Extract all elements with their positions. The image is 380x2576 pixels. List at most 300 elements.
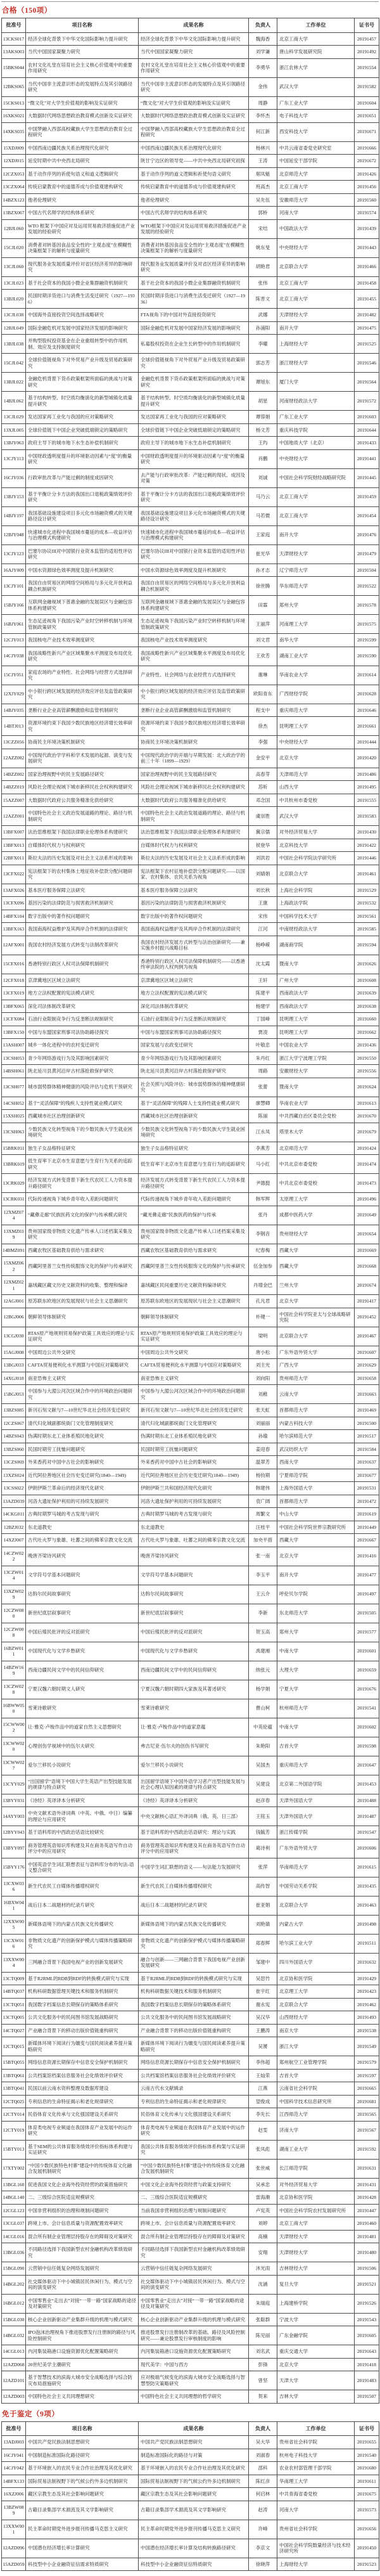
cell-result-name: 中国周边公共外交研究 bbox=[139, 1346, 249, 1359]
cell-project-name: 南亚恐怖主义研究 bbox=[26, 1372, 139, 1385]
cell-result-name: 基于社会资本的我国小微企业集群融资机制研究 bbox=[139, 276, 249, 290]
cell-certificate-no: 20191637 bbox=[355, 1456, 379, 1469]
cell-approval-no: 13BFX013 bbox=[2, 839, 26, 852]
cell-certificate-no: 20191521 bbox=[355, 2275, 379, 2294]
cell-approval-no: 13BFX150 bbox=[2, 1026, 26, 1039]
cell-leader: 杨建学 bbox=[249, 1000, 277, 1013]
table-row bbox=[2, 276, 379, 290]
cell-certificate-no: 20191417 bbox=[355, 1295, 379, 1308]
cell-result-name: 民国时期洋货进口与消费生活变迁研究（1927—1936） bbox=[139, 290, 249, 309]
table-row bbox=[2, 2345, 379, 2359]
cell-project-name: 民国时期劳工抚恤问题研究 bbox=[26, 1443, 139, 1456]
cell-project-name: 基于社会资本的我国小微企业集群融资机制研究 bbox=[26, 276, 139, 290]
cell-result-name: 科技型中小企业融资征信特质研究 bbox=[139, 2558, 249, 2571]
cell-project-name: 新刊石刻文献与7—10世纪华北社会经济变迁研究 bbox=[26, 1404, 139, 1417]
cell-certificate-no: 20191564 bbox=[355, 373, 379, 392]
table-row bbox=[2, 577, 379, 596]
table-row bbox=[2, 1877, 379, 1896]
table-row bbox=[2, 1097, 379, 1110]
cell-work-unit: 吉林财经大学 bbox=[277, 2262, 355, 2276]
cell-approval-no: 13CRK029 bbox=[2, 1174, 26, 1193]
cell-result-name: 快速城市化进程中我国城市蔓延的成本—收益评估与治理模式构建研究 bbox=[139, 525, 249, 544]
cell-result-name: 中国特色社会主义政治发展道路的理论、路径与机制研究 bbox=[139, 807, 249, 826]
cell-work-unit: 北京工商大学 bbox=[277, 276, 355, 290]
cell-result-name: 制造标准国际化的路径与对策 bbox=[139, 2449, 249, 2462]
cell-approval-no: 13BZS085 bbox=[2, 1404, 26, 1417]
table-row bbox=[2, 564, 379, 577]
cell-work-unit: 浙江农林大学 bbox=[277, 58, 355, 77]
cell-work-unit: 河南大学 bbox=[277, 2501, 355, 2520]
cell-result-name: 河洛大遗址保护利用的可持续发展研究 bbox=[139, 1495, 249, 1508]
table-row bbox=[2, 1985, 379, 1999]
table-row bbox=[2, 219, 379, 238]
cell-certificate-no: 20191443 bbox=[355, 238, 379, 257]
table-row bbox=[2, 1775, 379, 1794]
cell-certificate-no: 20191517 bbox=[355, 1430, 379, 1443]
cell-work-unit: 电子科技大学 bbox=[277, 110, 355, 123]
cell-work-unit: 北京工商大学 bbox=[277, 506, 355, 525]
cell-leader: 张凤彪 bbox=[249, 2140, 277, 2159]
cell-leader: 马小红 bbox=[249, 1155, 277, 1174]
cell-approval-no: 16XKS021 bbox=[2, 110, 26, 123]
cell-leader: 崔光华 bbox=[249, 544, 277, 564]
cell-approval-no: 12AZD096 bbox=[2, 2539, 26, 2558]
cell-project-name: 中国现代政治学学科和学术发展的起源、演变与发展研究 bbox=[26, 749, 139, 768]
cell-leader: 魏海香 bbox=[249, 32, 277, 46]
cell-result-name: 当代中国非主流意识形态的发展特点及其引领路径研究 bbox=[139, 77, 249, 96]
cell-result-name: 西藏城市社区治理创新研究 bbox=[139, 1110, 249, 1123]
table-row bbox=[2, 1078, 379, 1097]
cell-leader: 姜迎春 bbox=[249, 1443, 277, 1456]
cell-work-unit: 华南理工大学 bbox=[277, 2475, 355, 2488]
cell-work-unit: 贵州财经大学 bbox=[277, 1225, 355, 1244]
cell-project-name: 他者伦理研究 bbox=[26, 193, 139, 207]
cell-work-unit: 北京联合大学 bbox=[277, 1896, 355, 1915]
cell-certificate-no: 20191474 bbox=[355, 1155, 379, 1174]
cell-leader: 王丽萍 bbox=[249, 615, 277, 634]
cell-certificate-no: 20191416 bbox=[355, 1547, 379, 1566]
cell-approval-no: 13XXW004 bbox=[2, 1953, 26, 1972]
table-row bbox=[2, 1839, 379, 1858]
cell-approval-no: 13CJY123 bbox=[2, 544, 26, 564]
cell-leader: 纳张元 bbox=[249, 1661, 277, 1680]
cell-leader: 朱艳阳 bbox=[249, 1737, 277, 1756]
cell-result-name: 基因污染的法律防范与损害救济机制研究 bbox=[139, 897, 249, 910]
cell-project-name: 政府主导下的城市地下水生态补偿机制研究 bbox=[26, 437, 139, 450]
cell-project-name: 大数据时代政府公共服务精准化供给研究 bbox=[26, 794, 139, 807]
cell-certificate-no: 20191456 bbox=[355, 181, 379, 194]
cell-project-name: 晚唐齐梁诗风研究 bbox=[26, 1547, 139, 1566]
cell-leader: 张一南 bbox=[249, 1547, 277, 1566]
cell-approval-no: 14CGL013 bbox=[2, 2345, 26, 2359]
cell-project-name: 中国非营利组织的治理和规制问题研究 bbox=[26, 2204, 139, 2217]
cell-approval-no: 14AYY003 bbox=[2, 1807, 26, 1826]
cell-result-name: 私募股权投资在企业生长转型中的作用机制研究 bbox=[139, 335, 249, 354]
cell-work-unit: 太原理工大学 bbox=[277, 1193, 355, 1206]
cell-project-name: 基于环境嵌入的农民专业合作社治理及其优化研究 bbox=[26, 2462, 139, 2475]
cell-result-name: 民国时期劳工抚恤问题研究 bbox=[139, 1443, 249, 1456]
cell-certificate-no: 20191579 bbox=[355, 2056, 379, 2070]
cell-leader: 刘诚 bbox=[249, 468, 277, 487]
cell-certificate-no: 20191445 bbox=[355, 468, 379, 487]
cell-leader: 刘学谦 bbox=[249, 46, 277, 59]
cell-leader: 韩军辉 bbox=[249, 1193, 277, 1206]
cell-leader: 王铭玉 bbox=[249, 1807, 277, 1826]
cell-approval-no: 14CSH052 bbox=[2, 1097, 26, 1110]
cell-certificate-no: 20191574 bbox=[355, 207, 379, 220]
cell-result-name: 中小银行跨区域发展的经济效应评估及监管政策研究 bbox=[139, 685, 249, 704]
cell-work-unit: 郑州航空工业管理学院 bbox=[277, 2056, 355, 2070]
cell-result-name: 中国财政透明度提升的环境驱动因素与“度”的衡量研究 bbox=[139, 449, 249, 468]
cell-result-name: 东北道教史 bbox=[139, 1521, 249, 1534]
cell-result-name: 产业特性、社会网络与农业经营方式选择研究 bbox=[139, 666, 249, 685]
cell-certificate-no: 20191504 bbox=[355, 564, 379, 577]
cell-approval-no: 14BZZ002 bbox=[2, 768, 26, 781]
cell-project-name: “出国留学”语境下中国大学生英语产出型技能发展的规律与特点研究 bbox=[26, 1775, 139, 1794]
cell-leader: 禹建湘 bbox=[249, 1642, 277, 1661]
cell-project-name: 经济全球化背景下中华文化国际影响力提升研究 bbox=[26, 32, 139, 46]
cell-project-name: 二、三级综合医院适宜规模研究 bbox=[26, 2191, 139, 2205]
cell-work-unit: 唐山科学发展研究院 bbox=[277, 46, 355, 59]
cell-result-name: 新刊石刻文献与7—10世纪华北社会经济变迁研究 bbox=[139, 1404, 249, 1417]
cell-certificate-no: 20191577 bbox=[355, 1623, 379, 1642]
table-row bbox=[2, 1065, 379, 1078]
cell-project-name: 陕北延川县黄河沿岸古村落抢救保护研究 bbox=[26, 1065, 139, 1078]
cell-approval-no: 12CTQ015 bbox=[2, 2037, 26, 2056]
cell-project-name: 中央文献术语外译词典（中英、中俄、中日）编纂的理论与应用研究 bbox=[26, 1807, 139, 1826]
cell-certificate-no: 20191458 bbox=[355, 276, 379, 290]
cell-leader: 彭锋 bbox=[249, 2358, 277, 2371]
cell-result-name: CAFTA贸易便利化水平测算与中国应对策略研究 bbox=[139, 1359, 249, 1372]
cell-approval-no: 13BJL038 bbox=[2, 335, 26, 354]
table-row bbox=[2, 2326, 379, 2345]
cell-certificate-no: 20191429 bbox=[355, 1972, 379, 1985]
cell-certificate-no: 20191433 bbox=[355, 437, 379, 450]
cell-approval-no: 13CSS022 bbox=[2, 1482, 26, 1495]
cell-certificate-no: 20191672 bbox=[355, 155, 379, 168]
cell-result-name: 社交媒体驱动下中小城镇居民休闲行为、模式与空间的演变研究 bbox=[139, 2275, 249, 2294]
cell-project-name: 原苏联东欧地区的发展现状与社会主义思潮研究 bbox=[26, 1295, 139, 1308]
cell-result-name: 外来香药对中国中古社会的影响研究 bbox=[139, 1456, 249, 1469]
cell-certificate-no: 20191492 bbox=[355, 46, 379, 59]
cell-certificate-no: 20191449 bbox=[355, 1521, 379, 1534]
cell-result-name: 基于结构转型、时空质均衡演化的新型城镇化质量提升研究 bbox=[139, 392, 249, 411]
cell-approval-no: 13BFX163 bbox=[2, 923, 26, 936]
cell-result-name: 中国参与大湄公河次区域合作中的环境政治问题研究 bbox=[139, 1385, 249, 1404]
cell-project-name: 中国特色社会主义共同理想研究 bbox=[26, 2390, 139, 2404]
cell-leader: 李京文 bbox=[249, 2539, 277, 2558]
cell-work-unit: 浙江传媒学院 bbox=[277, 1826, 355, 1839]
cell-approval-no: 13CJY101 bbox=[2, 577, 26, 596]
cell-project-name: 中国潜在经济增长率计算研究 bbox=[26, 2539, 139, 2558]
cell-approval-no: 15BGL030 bbox=[2, 2313, 26, 2326]
cell-project-name: 中国海外直接投资空间选择战略研究 bbox=[26, 309, 139, 322]
cell-approval-no: 14BFX104 bbox=[2, 910, 26, 923]
cell-work-unit: 武汉大学 bbox=[277, 77, 355, 96]
cell-certificate-no: 20191547 bbox=[355, 1826, 379, 1839]
cell-work-unit: 中共北京市委党校 bbox=[277, 1174, 355, 1193]
cell-result-name: 达斡尔民间故事研究 bbox=[139, 1585, 249, 1604]
cell-project-name: 基于动作序列的祈使句语义和道义逻辑研究 bbox=[26, 167, 139, 181]
cell-leader: 刘淑春 bbox=[249, 2449, 277, 2462]
cell-leader: 徐杰 bbox=[249, 717, 277, 736]
table-row bbox=[2, 2095, 379, 2108]
table-row bbox=[2, 2069, 379, 2082]
cell-result-name: 战后日本二战题材的纪录片研究 bbox=[139, 1896, 249, 1915]
cell-result-name: 体育类电视专业频道在我国体育产业发展中的运作研究 bbox=[139, 2121, 249, 2140]
table-row bbox=[2, 2159, 379, 2178]
cell-certificate-no: 20191604 bbox=[355, 96, 379, 110]
cell-project-name: 我国自由贸易区的网络空间格局与多元化开放利益耦合机制研究 bbox=[26, 577, 139, 596]
table-row bbox=[2, 468, 379, 487]
cell-work-unit: 湖南商学院 bbox=[277, 936, 355, 955]
cell-certificate-no: 20191614 bbox=[355, 666, 379, 685]
cell-work-unit: 中国劳动关系学院 bbox=[277, 1877, 355, 1896]
cell-approval-no: 15BJY166 bbox=[2, 596, 26, 615]
cell-certificate-no: 20191626 bbox=[355, 955, 379, 974]
cell-certificate-no: 20191511 bbox=[355, 1934, 379, 1953]
cell-leader: 武娜 bbox=[249, 309, 277, 322]
cell-leader: 程支中 bbox=[249, 704, 277, 717]
cell-project-name: 中小银行跨区域发展的经济效应评估及监管政策研究 bbox=[26, 685, 139, 704]
cell-work-unit: 对外经济贸易大学 bbox=[277, 826, 355, 839]
table-row bbox=[2, 666, 379, 685]
table-row bbox=[2, 1826, 379, 1839]
cell-leader: 张萍 bbox=[249, 1858, 277, 1877]
cell-project-name: 青少年网络游戏行为及其影响因素研究 bbox=[26, 1052, 139, 1065]
cell-certificate-no: 20191555 bbox=[355, 794, 379, 807]
table-row bbox=[2, 2024, 379, 2037]
cell-approval-no: 14BFX133 bbox=[2, 2475, 26, 2488]
cell-project-name: 核心企业创新驱动产业集群升级的机理与模式研究 bbox=[26, 2313, 139, 2326]
cell-project-name: 垄断行业企业高管薪酬激励和监管机制研究 bbox=[26, 704, 139, 717]
table-row bbox=[2, 354, 379, 373]
cell-approval-no: 13CJY113 bbox=[2, 449, 26, 468]
table-row bbox=[2, 58, 379, 77]
report-body bbox=[0, 5, 380, 2571]
cell-project-name: 外来香药对中国中古社会的影响研究 bbox=[26, 1456, 139, 1469]
cell-work-unit: 中国社会科学院法学研究所 bbox=[277, 852, 355, 865]
cell-work-unit: 广东金融学院 bbox=[277, 2326, 355, 2345]
cell-project-name: 经济发展方式转变背景下新生代农民工人力资本提升路径研究 bbox=[26, 1174, 139, 1193]
cell-result-name: 国家发展与农政变迁研究 bbox=[139, 1039, 249, 1052]
cell-certificate-no: 20191647 bbox=[355, 1756, 379, 1775]
cell-result-name: 传统启蒙教育中的道德养成与价值观建构研究 bbox=[139, 181, 249, 194]
cell-approval-no: 13CZS069 bbox=[2, 1456, 26, 1469]
cell-certificate-no: 20191638 bbox=[355, 1000, 379, 1013]
table-row bbox=[2, 1756, 379, 1775]
cell-approval-no: 12AZZ001 bbox=[2, 807, 26, 826]
cell-result-name: “藏羌彝走廊”民族医药的保护与传承 bbox=[139, 1206, 249, 1225]
cell-result-name: 出国留学语境下中国外语学习者产出型技能发展与社会心理认知因素的规律与特点研究 bbox=[139, 1775, 249, 1794]
cell-work-unit: 华南农业大学 bbox=[277, 1097, 355, 1110]
cell-approval-no: 13CXW016 bbox=[2, 1934, 26, 1953]
table-row bbox=[2, 1276, 379, 1295]
cell-leader: 王康 bbox=[249, 897, 277, 910]
cell-project-name: 京津冀地区区域立法研究 bbox=[26, 974, 139, 987]
cell-approval-no: 12BKS065 bbox=[2, 77, 26, 96]
cell-work-unit: 浙江大学 bbox=[277, 2037, 355, 2056]
cell-work-unit: 山西财经大学 bbox=[277, 2011, 355, 2025]
cell-approval-no: 15CFX016 bbox=[2, 955, 26, 974]
cell-certificate-no: 20191498 bbox=[355, 1915, 379, 1934]
cell-project-name: 民主革命时期党外进步报刊传播马克思主义研究 bbox=[26, 2520, 139, 2539]
table-row bbox=[2, 1972, 379, 1985]
cell-leader: 徐世腾 bbox=[249, 577, 277, 596]
section bbox=[0, 2409, 380, 2572]
table-row bbox=[2, 290, 379, 309]
cell-approval-no: 13AFX026 bbox=[2, 884, 26, 897]
cell-leader: 赵涛 bbox=[249, 2501, 277, 2520]
cell-work-unit: 武汉纺织大学 bbox=[277, 1443, 355, 1456]
cell-work-unit: 云南省社会科学院 bbox=[277, 2082, 355, 2096]
table-row bbox=[2, 768, 379, 781]
cell-certificate-no: 20191486 bbox=[355, 768, 379, 781]
cell-leader: 陈丽 bbox=[249, 1110, 277, 1123]
table-row bbox=[2, 257, 379, 276]
cell-leader: 杨学娟 bbox=[249, 1680, 277, 1699]
cell-leader: 杨峥嵘 bbox=[249, 936, 277, 955]
cell-result-name: 基于“灵活保障”的残障人士支持性就业模式研究 bbox=[139, 1097, 249, 1110]
cell-leader: 王灿荣 bbox=[249, 2069, 277, 2082]
cell-result-name: 西藏阿里普兰女性传统服饰文化的保护与传承研究 bbox=[139, 1257, 249, 1276]
cell-project-name: 西藏城市社区治理创新研究 bbox=[26, 1110, 139, 1123]
cell-work-unit: 郑州大学 bbox=[277, 1623, 355, 1642]
cell-approval-no: 15BGL090 bbox=[2, 2262, 26, 2276]
table-row bbox=[2, 852, 379, 865]
cell-work-unit: 广东工业大学 bbox=[277, 96, 355, 110]
table-row bbox=[2, 1521, 379, 1534]
cell-leader: 加央平措 bbox=[249, 1534, 277, 1547]
cell-result-name: 地方立法权配置的宪法模式研究 bbox=[139, 987, 249, 1000]
cell-result-name: 现代服务业发展质量评价及对省区经济差异的影响研究 bbox=[139, 257, 249, 276]
cell-work-unit: 暨南大学 bbox=[277, 1078, 355, 1097]
cell-work-unit: 北京科技大学 bbox=[277, 839, 355, 852]
cell-approval-no: 13CYY029 bbox=[2, 1775, 26, 1794]
cell-leader: 唐小松 bbox=[249, 1346, 277, 1359]
cell-leader: 韩建伟 bbox=[249, 1482, 277, 1495]
cell-result-name: 中国与东盟国家刑事司法协助路径探究 bbox=[139, 1026, 249, 1039]
table-row bbox=[2, 987, 379, 1000]
cell-work-unit: 上海财经大学 bbox=[277, 335, 355, 354]
table-row bbox=[2, 392, 379, 411]
cell-work-unit: 四川外国语大学 bbox=[277, 1953, 355, 1972]
cell-approval-no: 16BJY061 bbox=[2, 615, 26, 634]
cell-approval-no: 15BKS044 bbox=[2, 58, 26, 77]
cell-approval-no: 13CKS017 bbox=[2, 32, 26, 46]
cell-certificate-no: 20191669 bbox=[355, 1244, 379, 1257]
cell-work-unit: 宁夏大学 bbox=[277, 1680, 355, 1699]
cell-leader: 丹增金巴 bbox=[249, 1276, 277, 1295]
table-row bbox=[2, 309, 379, 322]
cell-leader: 金伟 bbox=[249, 77, 277, 96]
cell-work-unit: 中国农业大学 bbox=[277, 1039, 355, 1052]
cell-approval-no: 16AJY009 bbox=[2, 564, 26, 577]
cell-leader: 袁广阔 bbox=[249, 1495, 277, 1508]
cell-certificate-no: 20191444 bbox=[355, 736, 379, 749]
table-row bbox=[2, 1417, 379, 1430]
cell-certificate-no: 20191671 bbox=[355, 122, 379, 141]
cell-work-unit: 中国科学技术信息研究所 bbox=[277, 2095, 355, 2108]
table-row bbox=[2, 2313, 379, 2326]
table-row bbox=[2, 167, 379, 181]
cell-certificate-no: 20191649 bbox=[355, 1206, 379, 1225]
section-title: 合格（150项） bbox=[2, 7, 52, 15]
cell-work-unit: 中共北京市委党校 bbox=[277, 1155, 355, 1174]
table-row bbox=[2, 544, 379, 564]
cell-result-name: 嘉绒藏区民间重要历史文献资料编译研究 bbox=[139, 1276, 249, 1295]
table-row bbox=[2, 2082, 379, 2096]
cell-certificate-no: 20191597 bbox=[355, 2069, 379, 2082]
cell-project-name: 我国农村经济发展方式转变与法制改革研究 bbox=[26, 936, 139, 955]
cell-certificate-no: 20191585 bbox=[355, 923, 379, 936]
cell-leader: 刘主光 bbox=[249, 1359, 277, 1372]
table-row bbox=[2, 2204, 379, 2217]
cell-approval-no: 15XSH025 bbox=[2, 1110, 26, 1123]
cell-leader: 吴国杰 bbox=[249, 1756, 277, 1775]
cell-work-unit: 西藏大学 bbox=[277, 1257, 355, 1276]
table-row bbox=[2, 634, 379, 647]
cell-certificate-no: 20191538 bbox=[355, 2024, 379, 2037]
table-row bbox=[2, 122, 379, 141]
table-row bbox=[2, 1026, 379, 1039]
cell-result-name: 基于环境嵌入的农民专业合作社治理及其优化研究 bbox=[139, 2462, 249, 2475]
cell-result-name: 新媒体语境下的内蒙古民族文化传播研究 bbox=[139, 1915, 249, 1934]
cell-leader: 孙才志 bbox=[249, 564, 277, 577]
cell-project-name: 基于R2RML的RDB到RDF的转换模式研究与实现 bbox=[26, 1972, 139, 1985]
table-row bbox=[2, 1998, 379, 2011]
cell-project-name: 新生代农民工自媒体传播增权研究 bbox=[26, 1877, 139, 1896]
cell-leader: 贾凌 bbox=[249, 1026, 277, 1039]
cell-certificate-no: 20191666 bbox=[355, 141, 379, 155]
table-row bbox=[2, 794, 379, 807]
cell-project-name: 不同路径选择下我国新型农村金融机构改革绩效研究 bbox=[26, 2243, 139, 2262]
cell-result-name: 现代美学：中国与西方 bbox=[139, 2358, 249, 2371]
cell-approval-no: 12CZW008 bbox=[2, 1623, 26, 1642]
table-row bbox=[2, 525, 379, 544]
cell-approval-no: 15XDJ009 bbox=[2, 141, 26, 155]
cell-leader: 贺来 bbox=[249, 2390, 277, 2404]
cell-result-name: 垄断行业企业高管薪酬激励和监管机制研究 bbox=[139, 704, 249, 717]
cell-approval-no: 12BJL060 bbox=[2, 219, 26, 238]
table-row bbox=[2, 717, 379, 736]
cell-leader: 张丹 bbox=[249, 1206, 277, 1225]
cell-leader: 高春芽 bbox=[249, 768, 277, 781]
cell-approval-no: 15BRK011 bbox=[2, 1142, 26, 1155]
table-row bbox=[2, 704, 379, 717]
cell-approval-no: 12XJY029 bbox=[2, 685, 26, 704]
cell-certificate-no: 20191676 bbox=[355, 1680, 379, 1699]
cell-project-name: 中国零售业“走出去”对接“一带一路”国家战略的途径及对策研究 bbox=[26, 2294, 139, 2313]
cell-result-name: 协商民主环境决策机制研究 bbox=[139, 736, 249, 749]
cell-project-name: 基本医疗服务保障立法研究 bbox=[26, 884, 139, 897]
cell-work-unit: 上海政法学院 bbox=[277, 897, 355, 910]
cell-result-name: 云营销中信任链复杂网络发展研究 bbox=[139, 2262, 249, 2276]
table-row bbox=[2, 1359, 379, 1372]
cell-work-unit: 中共青海省委党校 bbox=[277, 2488, 355, 2501]
table-row bbox=[2, 423, 379, 437]
cell-approval-no: 13CJL038 bbox=[2, 309, 26, 322]
cell-project-name: 伪满时期东北工业体系殖民地化研究 bbox=[26, 1430, 139, 1443]
cell-approval-no: 13XJL005 bbox=[2, 423, 26, 437]
cell-leader: 张世威 bbox=[249, 2159, 277, 2178]
table-row bbox=[2, 1257, 379, 1276]
cell-project-name: 科技型中小企业融资征信需求特质研究 bbox=[26, 2558, 139, 2571]
cell-work-unit: 河南理工大学 bbox=[277, 615, 355, 634]
cell-work-unit: 内蒙古科技大学 bbox=[277, 1417, 355, 1430]
cell-project-name: 宁夏汉魏六朝时期文人研究 bbox=[26, 1680, 139, 1699]
cell-leader: 班高杰 bbox=[249, 181, 277, 194]
